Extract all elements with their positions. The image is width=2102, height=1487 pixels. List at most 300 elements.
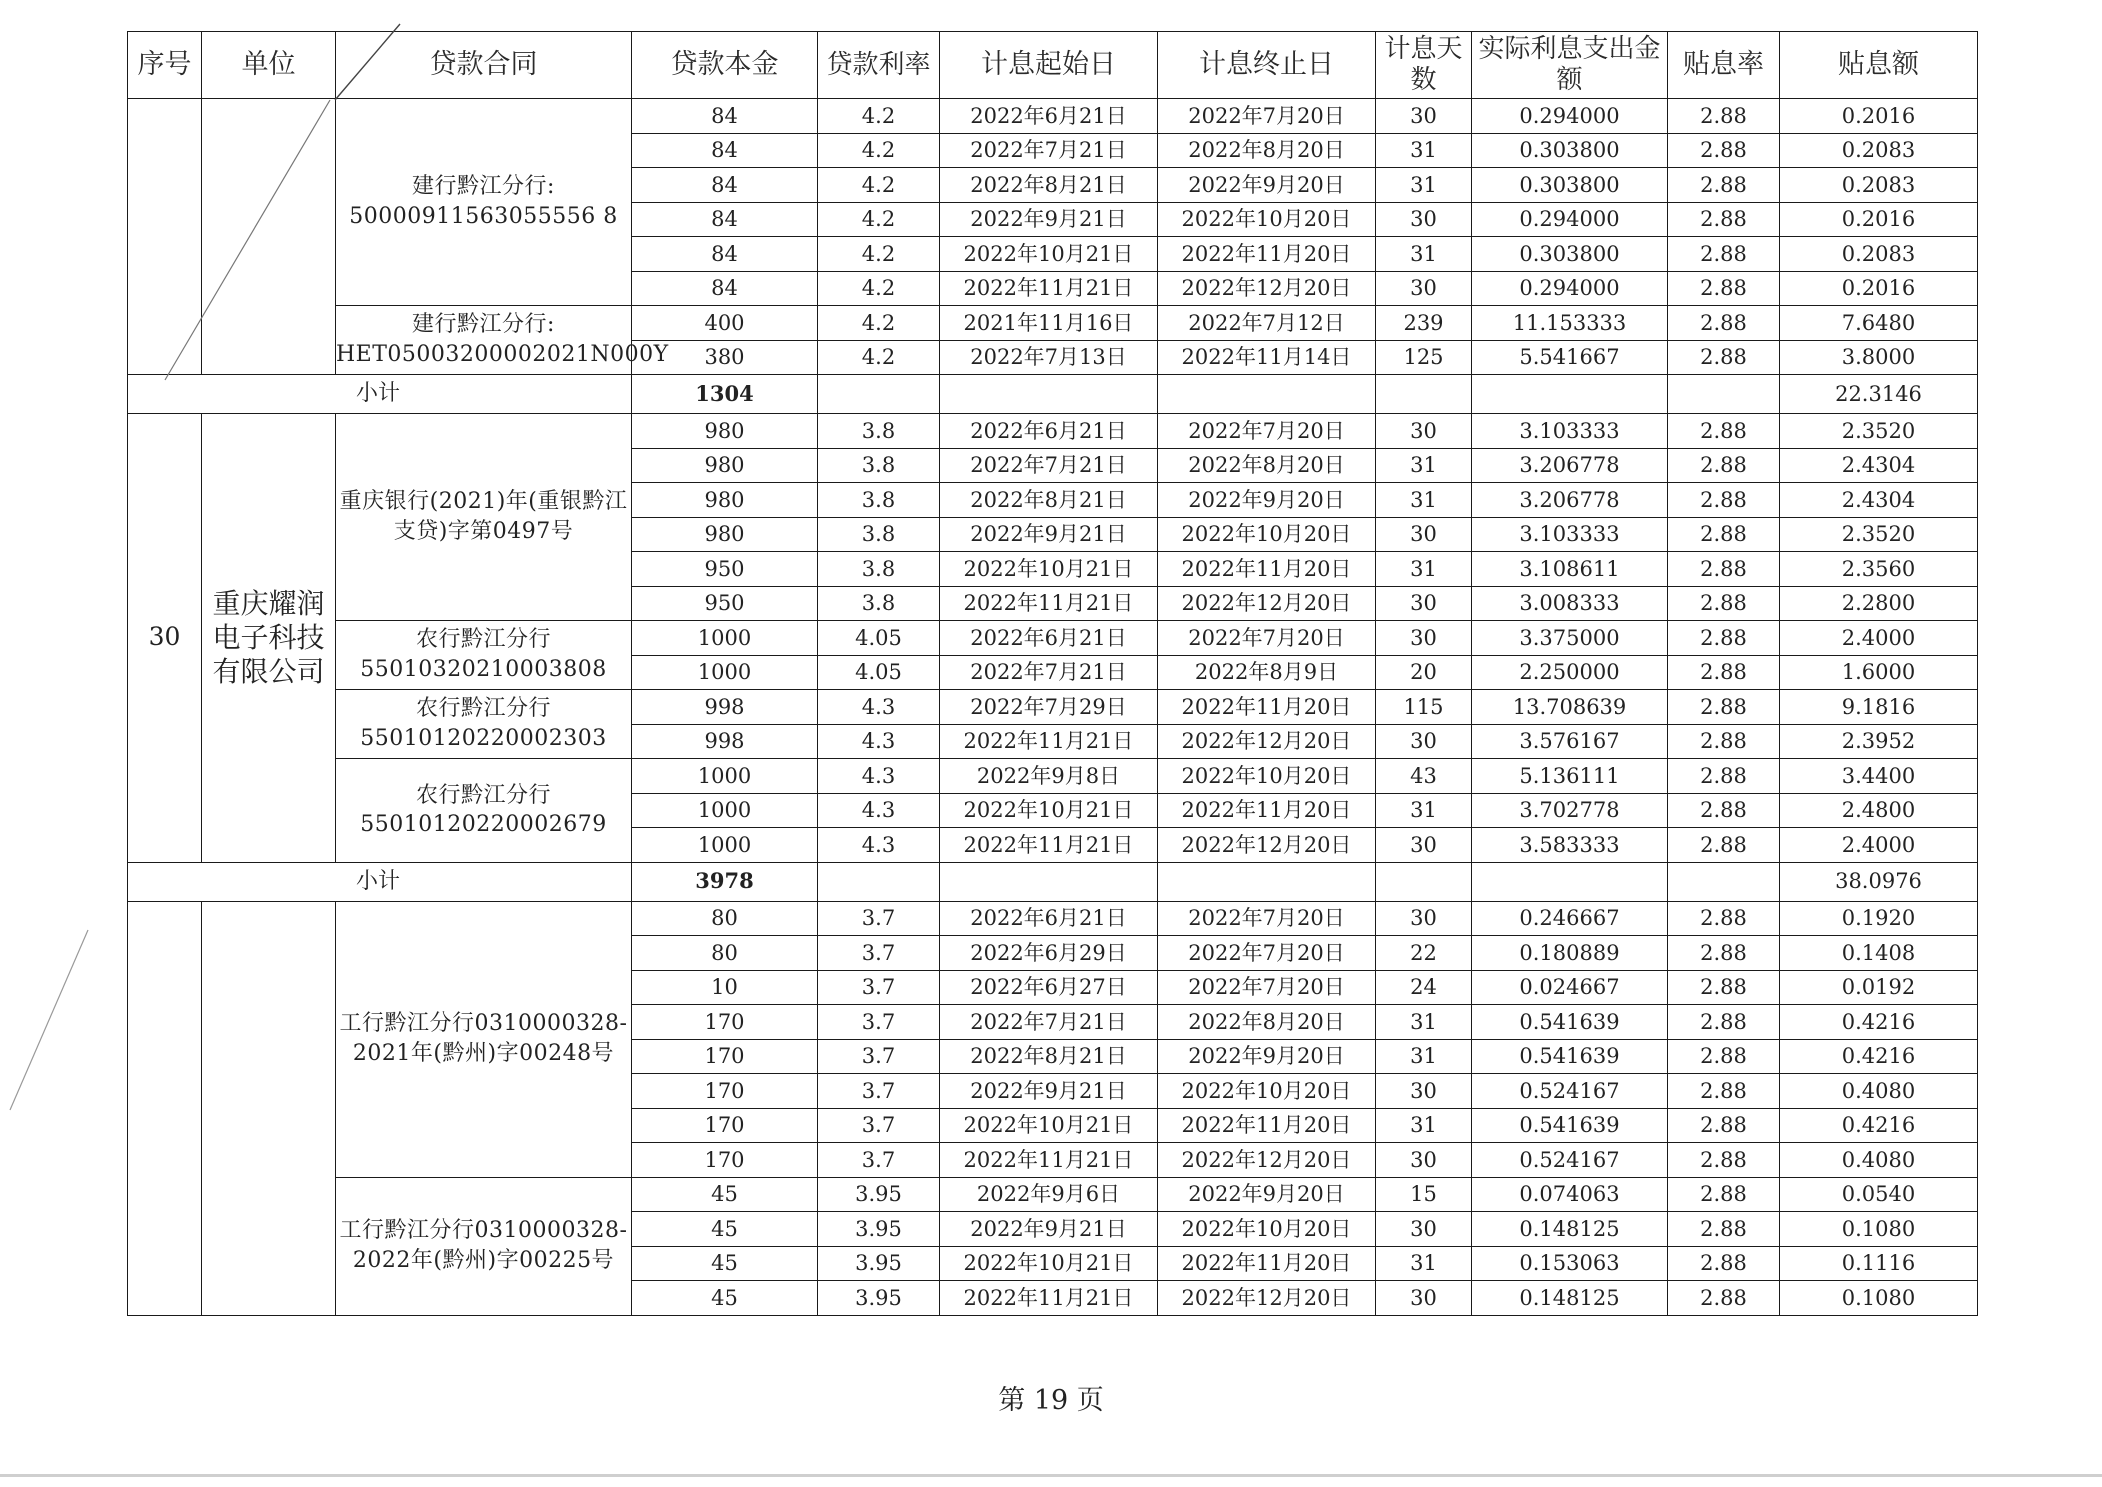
- cell-principal: 400: [632, 306, 818, 341]
- cell-end-date: 2022年7月20日: [1158, 970, 1376, 1005]
- loan-subsidy-table: [127, 31, 1978, 1316]
- subtotal-empty-cell: [1668, 862, 1780, 901]
- cell-end-date: 2022年11月20日: [1158, 237, 1376, 272]
- cell-end-date: 2022年11月20日: [1158, 552, 1376, 587]
- cell-end-date: 2022年7月20日: [1158, 414, 1376, 449]
- cell-subsidy-rate: 2.88: [1668, 414, 1780, 449]
- cell-start-date: 2022年6月21日: [940, 901, 1158, 936]
- cell-subsidy-rate: 2.88: [1668, 483, 1780, 518]
- cell-principal: 84: [632, 99, 818, 134]
- cell-days: 30: [1376, 1143, 1472, 1178]
- cell-days: 22: [1376, 936, 1472, 971]
- cell-days: 30: [1376, 1074, 1472, 1109]
- cell-subsidy: 1.6000: [1780, 655, 1978, 690]
- contract-cell: 建行黔江分行: 50000911563055556 8: [336, 99, 632, 306]
- contract-cell: 重庆银行(2021)年(重银黔江支贷)字第0497号: [336, 414, 632, 621]
- page-number: 第 19 页: [998, 1385, 1104, 1416]
- cell-subsidy-rate: 2.88: [1668, 936, 1780, 971]
- cell-start-date: 2022年6月21日: [940, 414, 1158, 449]
- cell-subsidy: 9.1816: [1780, 690, 1978, 725]
- cell-subsidy: 0.4080: [1780, 1143, 1978, 1178]
- unit-cell: [202, 99, 336, 375]
- cell-days: 24: [1376, 970, 1472, 1005]
- seq-cell: [128, 99, 202, 375]
- cell-principal: 84: [632, 133, 818, 168]
- cell-subsidy: 2.3520: [1780, 414, 1978, 449]
- cell-start-date: 2022年11月21日: [940, 1143, 1158, 1178]
- cell-start-date: 2022年11月21日: [940, 271, 1158, 306]
- cell-days: 31: [1376, 1039, 1472, 1074]
- cell-subsidy: 2.4304: [1780, 448, 1978, 483]
- cell-subsidy-rate: 2.88: [1668, 133, 1780, 168]
- cell-subsidy: 0.4216: [1780, 1039, 1978, 1074]
- cell-rate: 4.2: [818, 237, 940, 272]
- cell-rate: 4.2: [818, 271, 940, 306]
- cell-principal: 80: [632, 936, 818, 971]
- cell-interest: 0.246667: [1472, 901, 1668, 936]
- cell-end-date: 2022年12月20日: [1158, 1281, 1376, 1316]
- cell-interest: 5.541667: [1472, 340, 1668, 375]
- subtotal-label: 小计: [128, 375, 632, 414]
- cell-interest: 0.524167: [1472, 1074, 1668, 1109]
- cell-end-date: 2022年11月20日: [1158, 1246, 1376, 1281]
- cell-end-date: 2022年10月20日: [1158, 1074, 1376, 1109]
- cell-interest: 0.541639: [1472, 1005, 1668, 1040]
- cell-days: 31: [1376, 1246, 1472, 1281]
- cell-rate: 4.2: [818, 202, 940, 237]
- cell-subsidy: 0.4216: [1780, 1005, 1978, 1040]
- header-principal: 贷款本金: [632, 32, 818, 99]
- cell-principal: 1000: [632, 828, 818, 863]
- cell-subsidy-rate: 2.88: [1668, 168, 1780, 203]
- cell-principal: 950: [632, 586, 818, 621]
- cell-days: 30: [1376, 202, 1472, 237]
- cell-principal: 1000: [632, 621, 818, 656]
- cell-subsidy-rate: 2.88: [1668, 237, 1780, 272]
- cell-subsidy-rate: 2.88: [1668, 306, 1780, 341]
- cell-rate: 3.95: [818, 1177, 940, 1212]
- header-subsidy-rate: 贴息率: [1668, 32, 1780, 99]
- cell-end-date: 2022年10月20日: [1158, 759, 1376, 794]
- cell-rate: 3.8: [818, 448, 940, 483]
- cell-principal: 1000: [632, 759, 818, 794]
- cell-interest: 13.708639: [1472, 690, 1668, 725]
- cell-principal: 84: [632, 168, 818, 203]
- cell-interest: 3.375000: [1472, 621, 1668, 656]
- cell-days: 31: [1376, 1005, 1472, 1040]
- cell-principal: 84: [632, 271, 818, 306]
- subtotal-empty-cell: [940, 862, 1158, 901]
- contract-cell: 农行黔江分行 55010120220002303: [336, 690, 632, 759]
- cell-end-date: 2022年7月20日: [1158, 936, 1376, 971]
- table-row: [128, 99, 1978, 134]
- cell-start-date: 2021年11月16日: [940, 306, 1158, 341]
- cell-days: 30: [1376, 621, 1472, 656]
- cell-rate: 3.7: [818, 936, 940, 971]
- subtotal-empty-cell: [1472, 862, 1668, 901]
- cell-subsidy-rate: 2.88: [1668, 99, 1780, 134]
- cell-end-date: 2022年12月20日: [1158, 1143, 1376, 1178]
- cell-interest: 3.702778: [1472, 793, 1668, 828]
- cell-principal: 170: [632, 1039, 818, 1074]
- cell-principal: 980: [632, 517, 818, 552]
- cell-end-date: 2022年12月20日: [1158, 271, 1376, 306]
- cell-start-date: 2022年10月21日: [940, 1108, 1158, 1143]
- cell-start-date: 2022年8月21日: [940, 168, 1158, 203]
- cell-days: 30: [1376, 1281, 1472, 1316]
- cell-rate: 4.2: [818, 340, 940, 375]
- cell-days: 31: [1376, 552, 1472, 587]
- cell-rate: 4.3: [818, 793, 940, 828]
- cell-end-date: 2022年10月20日: [1158, 517, 1376, 552]
- contract-cell: 农行黔江分行 55010120220002679: [336, 759, 632, 863]
- cell-subsidy-rate: 2.88: [1668, 828, 1780, 863]
- cell-subsidy-rate: 2.88: [1668, 1143, 1780, 1178]
- cell-start-date: 2022年6月29日: [940, 936, 1158, 971]
- cell-subsidy-rate: 2.88: [1668, 690, 1780, 725]
- cell-interest: 0.153063: [1472, 1246, 1668, 1281]
- cell-principal: 80: [632, 901, 818, 936]
- cell-start-date: 2022年10月21日: [940, 237, 1158, 272]
- cell-start-date: 2022年6月21日: [940, 621, 1158, 656]
- cell-rate: 4.2: [818, 133, 940, 168]
- cell-start-date: 2022年7月21日: [940, 655, 1158, 690]
- cell-rate: 3.7: [818, 1039, 940, 1074]
- cell-end-date: 2022年12月20日: [1158, 828, 1376, 863]
- cell-end-date: 2022年10月20日: [1158, 202, 1376, 237]
- cell-interest: 0.294000: [1472, 99, 1668, 134]
- cell-days: 43: [1376, 759, 1472, 794]
- cell-days: 31: [1376, 793, 1472, 828]
- cell-subsidy: 2.4000: [1780, 621, 1978, 656]
- cell-subsidy-rate: 2.88: [1668, 793, 1780, 828]
- cell-start-date: 2022年10月21日: [940, 1246, 1158, 1281]
- cell-start-date: 2022年9月21日: [940, 1074, 1158, 1109]
- cell-start-date: 2022年11月21日: [940, 828, 1158, 863]
- header-start-date: 计息起始日: [940, 32, 1158, 99]
- cell-subsidy-rate: 2.88: [1668, 759, 1780, 794]
- cell-subsidy: 2.3520: [1780, 517, 1978, 552]
- cell-start-date: 2022年7月21日: [940, 1005, 1158, 1040]
- cell-interest: 0.180889: [1472, 936, 1668, 971]
- cell-subsidy: 2.4800: [1780, 793, 1978, 828]
- cell-start-date: 2022年9月6日: [940, 1177, 1158, 1212]
- cell-interest: 5.136111: [1472, 759, 1668, 794]
- cell-subsidy: 0.2016: [1780, 99, 1978, 134]
- cell-end-date: 2022年8月20日: [1158, 133, 1376, 168]
- cell-interest: 3.008333: [1472, 586, 1668, 621]
- table-row: [128, 414, 1978, 449]
- cell-subsidy: 0.2083: [1780, 133, 1978, 168]
- cell-subsidy-rate: 2.88: [1668, 1246, 1780, 1281]
- cell-subsidy-rate: 2.88: [1668, 340, 1780, 375]
- cell-interest: 3.103333: [1472, 414, 1668, 449]
- cell-interest: 3.206778: [1472, 448, 1668, 483]
- cell-rate: 3.8: [818, 517, 940, 552]
- cell-days: 30: [1376, 586, 1472, 621]
- cell-days: 31: [1376, 237, 1472, 272]
- subtotal-row: [128, 862, 1978, 901]
- cell-rate: 3.7: [818, 1005, 940, 1040]
- cell-subsidy-rate: 2.88: [1668, 586, 1780, 621]
- cell-rate: 4.3: [818, 828, 940, 863]
- cell-principal: 84: [632, 202, 818, 237]
- cell-interest: 3.206778: [1472, 483, 1668, 518]
- cell-subsidy: 0.0192: [1780, 970, 1978, 1005]
- cell-subsidy: 0.1080: [1780, 1281, 1978, 1316]
- cell-subsidy-rate: 2.88: [1668, 271, 1780, 306]
- table-body: [128, 99, 1978, 1316]
- cell-end-date: 2022年8月20日: [1158, 448, 1376, 483]
- cell-end-date: 2022年11月20日: [1158, 1108, 1376, 1143]
- cell-start-date: 2022年11月21日: [940, 1281, 1158, 1316]
- cell-days: 30: [1376, 414, 1472, 449]
- cell-end-date: 2022年7月20日: [1158, 901, 1376, 936]
- cell-interest: 0.303800: [1472, 133, 1668, 168]
- cell-end-date: 2022年10月20日: [1158, 1212, 1376, 1247]
- table-row: [128, 306, 1978, 341]
- cell-days: 31: [1376, 133, 1472, 168]
- cell-start-date: 2022年8月21日: [940, 1039, 1158, 1074]
- cell-days: 115: [1376, 690, 1472, 725]
- cell-subsidy-rate: 2.88: [1668, 1005, 1780, 1040]
- cell-end-date: 2022年9月20日: [1158, 1177, 1376, 1212]
- subtotal-empty-cell: [1376, 375, 1472, 414]
- subtotal-subsidy: 38.0976: [1780, 862, 1978, 901]
- cell-days: 15: [1376, 1177, 1472, 1212]
- header-unit: 单位: [202, 32, 336, 99]
- cell-principal: 45: [632, 1246, 818, 1281]
- cell-end-date: 2022年9月20日: [1158, 168, 1376, 203]
- cell-subsidy: 2.3952: [1780, 724, 1978, 759]
- cell-subsidy: 7.6480: [1780, 306, 1978, 341]
- cell-principal: 10: [632, 970, 818, 1005]
- cell-subsidy-rate: 2.88: [1668, 1108, 1780, 1143]
- header-rate: 贷款利率: [818, 32, 940, 99]
- cell-end-date: 2022年7月12日: [1158, 306, 1376, 341]
- contract-cell: 建行黔江分行: HET05003200002021N000Y: [336, 306, 632, 375]
- cell-interest: 0.294000: [1472, 271, 1668, 306]
- cell-interest: 0.148125: [1472, 1281, 1668, 1316]
- cell-subsidy: 2.4000: [1780, 828, 1978, 863]
- subtotal-empty-cell: [818, 375, 940, 414]
- cell-principal: 950: [632, 552, 818, 587]
- cell-principal: 170: [632, 1005, 818, 1040]
- cell-end-date: 2022年8月9日: [1158, 655, 1376, 690]
- cell-subsidy-rate: 2.88: [1668, 448, 1780, 483]
- cell-subsidy: 0.2083: [1780, 168, 1978, 203]
- cell-start-date: 2022年7月21日: [940, 448, 1158, 483]
- cell-subsidy-rate: 2.88: [1668, 1039, 1780, 1074]
- cell-interest: 0.148125: [1472, 1212, 1668, 1247]
- cell-interest: 0.024667: [1472, 970, 1668, 1005]
- cell-interest: 2.250000: [1472, 655, 1668, 690]
- table-row: [128, 1177, 1978, 1212]
- cell-principal: 980: [632, 483, 818, 518]
- cell-days: 30: [1376, 1212, 1472, 1247]
- cell-principal: 1000: [632, 655, 818, 690]
- cell-days: 239: [1376, 306, 1472, 341]
- cell-principal: 170: [632, 1074, 818, 1109]
- subtotal-row: [128, 375, 1978, 414]
- header-end-date: 计息终止日: [1158, 32, 1376, 99]
- cell-subsidy: 0.2083: [1780, 237, 1978, 272]
- cell-days: 31: [1376, 448, 1472, 483]
- cell-days: 30: [1376, 828, 1472, 863]
- cell-rate: 3.7: [818, 1074, 940, 1109]
- cell-days: 31: [1376, 1108, 1472, 1143]
- cell-subsidy: 0.1408: [1780, 936, 1978, 971]
- cell-subsidy: 0.1116: [1780, 1246, 1978, 1281]
- cell-subsidy: 0.2016: [1780, 202, 1978, 237]
- cell-start-date: 2022年7月13日: [940, 340, 1158, 375]
- cell-end-date: 2022年12月20日: [1158, 724, 1376, 759]
- cell-interest: 0.303800: [1472, 237, 1668, 272]
- cell-rate: 4.05: [818, 655, 940, 690]
- header-subsidy: 贴息额: [1780, 32, 1978, 99]
- table-row: [128, 901, 1978, 936]
- table-header: [128, 32, 1978, 99]
- cell-rate: 3.7: [818, 1143, 940, 1178]
- cell-days: 31: [1376, 168, 1472, 203]
- cell-subsidy-rate: 2.88: [1668, 552, 1780, 587]
- cell-subsidy: 0.1080: [1780, 1212, 1978, 1247]
- contract-cell: 工行黔江分行0310000328-2021年(黔州)字00248号: [336, 901, 632, 1177]
- cell-rate: 3.95: [818, 1246, 940, 1281]
- cell-interest: 3.103333: [1472, 517, 1668, 552]
- cell-rate: 4.3: [818, 759, 940, 794]
- cell-subsidy: 3.4400: [1780, 759, 1978, 794]
- cell-interest: 0.541639: [1472, 1039, 1668, 1074]
- cell-days: 30: [1376, 99, 1472, 134]
- subtotal-empty-cell: [1376, 862, 1472, 901]
- cell-end-date: 2022年12月20日: [1158, 586, 1376, 621]
- cell-rate: 3.95: [818, 1212, 940, 1247]
- cell-start-date: 2022年9月21日: [940, 1212, 1158, 1247]
- cell-principal: 170: [632, 1108, 818, 1143]
- cell-rate: 3.95: [818, 1281, 940, 1316]
- cell-end-date: 2022年9月20日: [1158, 483, 1376, 518]
- cell-end-date: 2022年11月14日: [1158, 340, 1376, 375]
- cell-subsidy-rate: 2.88: [1668, 202, 1780, 237]
- cell-subsidy-rate: 2.88: [1668, 970, 1780, 1005]
- unit-cell: 重庆耀润电子科技有限公司: [202, 414, 336, 863]
- cell-rate: 4.2: [818, 168, 940, 203]
- cell-rate: 3.7: [818, 901, 940, 936]
- table-row: [128, 690, 1978, 725]
- cell-subsidy-rate: 2.88: [1668, 724, 1780, 759]
- cell-start-date: 2022年7月21日: [940, 133, 1158, 168]
- header-contract: 贷款合同: [336, 32, 632, 99]
- cell-start-date: 2022年9月8日: [940, 759, 1158, 794]
- cell-rate: 4.2: [818, 99, 940, 134]
- cell-rate: 3.7: [818, 970, 940, 1005]
- cell-interest: 3.576167: [1472, 724, 1668, 759]
- cell-principal: 380: [632, 340, 818, 375]
- cell-start-date: 2022年9月21日: [940, 202, 1158, 237]
- cell-subsidy-rate: 2.88: [1668, 517, 1780, 552]
- cell-start-date: 2022年6月21日: [940, 99, 1158, 134]
- cell-days: 31: [1376, 483, 1472, 518]
- cell-start-date: 2022年11月21日: [940, 586, 1158, 621]
- cell-days: 30: [1376, 271, 1472, 306]
- cell-principal: 170: [632, 1143, 818, 1178]
- scan-edge-line: [0, 1474, 2102, 1477]
- cell-principal: 980: [632, 448, 818, 483]
- cell-interest: 0.541639: [1472, 1108, 1668, 1143]
- cell-subsidy-rate: 2.88: [1668, 1212, 1780, 1247]
- cell-interest: 0.074063: [1472, 1177, 1668, 1212]
- cell-subsidy: 0.4080: [1780, 1074, 1978, 1109]
- cell-rate: 3.8: [818, 483, 940, 518]
- header-days: 计息天数: [1376, 32, 1472, 99]
- cell-rate: 4.3: [818, 724, 940, 759]
- cell-start-date: 2022年10月21日: [940, 793, 1158, 828]
- table-row: [128, 621, 1978, 656]
- cell-principal: 980: [632, 414, 818, 449]
- cell-interest: 0.294000: [1472, 202, 1668, 237]
- cell-end-date: 2022年9月20日: [1158, 1039, 1376, 1074]
- header-seq: 序号: [128, 32, 202, 99]
- table-row: [128, 759, 1978, 794]
- unit-cell: [202, 901, 336, 1315]
- cell-days: 125: [1376, 340, 1472, 375]
- cell-rate: 3.8: [818, 586, 940, 621]
- cell-subsidy: 0.1920: [1780, 901, 1978, 936]
- cell-interest: 0.303800: [1472, 168, 1668, 203]
- contract-cell: 农行黔江分行 55010320210003808: [336, 621, 632, 690]
- cell-start-date: 2022年7月29日: [940, 690, 1158, 725]
- cell-subsidy-rate: 2.88: [1668, 621, 1780, 656]
- cell-days: 30: [1376, 517, 1472, 552]
- cell-subsidy-rate: 2.88: [1668, 1177, 1780, 1212]
- cell-principal: 998: [632, 690, 818, 725]
- cell-start-date: 2022年11月21日: [940, 724, 1158, 759]
- cell-principal: 45: [632, 1212, 818, 1247]
- subtotal-empty-cell: [1158, 862, 1376, 901]
- subtotal-empty-cell: [940, 375, 1158, 414]
- contract-cell: 工行黔江分行0310000328-2022年(黔州)字00225号: [336, 1177, 632, 1315]
- cell-subsidy-rate: 2.88: [1668, 655, 1780, 690]
- subtotal-empty-cell: [1472, 375, 1668, 414]
- cell-start-date: 2022年9月21日: [940, 517, 1158, 552]
- cell-days: 30: [1376, 901, 1472, 936]
- cell-subsidy: 0.2016: [1780, 271, 1978, 306]
- cell-end-date: 2022年11月20日: [1158, 793, 1376, 828]
- subtotal-label: 小计: [128, 862, 632, 901]
- cell-start-date: 2022年8月21日: [940, 483, 1158, 518]
- cell-subsidy: 3.8000: [1780, 340, 1978, 375]
- cell-rate: 3.7: [818, 1108, 940, 1143]
- cell-subsidy-rate: 2.88: [1668, 901, 1780, 936]
- cell-subsidy: 0.4216: [1780, 1108, 1978, 1143]
- subtotal-principal: 3978: [632, 862, 818, 901]
- cell-end-date: 2022年7月20日: [1158, 99, 1376, 134]
- cell-interest: 0.524167: [1472, 1143, 1668, 1178]
- cell-subsidy: 2.2800: [1780, 586, 1978, 621]
- cell-rate: 4.05: [818, 621, 940, 656]
- cell-days: 30: [1376, 724, 1472, 759]
- cell-interest: 11.153333: [1472, 306, 1668, 341]
- subtotal-empty-cell: [818, 862, 940, 901]
- cell-start-date: 2022年6月27日: [940, 970, 1158, 1005]
- cell-principal: 84: [632, 237, 818, 272]
- cell-principal: 45: [632, 1177, 818, 1212]
- header-interest: 实际利息支出金额: [1472, 32, 1668, 99]
- subtotal-empty-cell: [1668, 375, 1780, 414]
- cell-principal: 1000: [632, 793, 818, 828]
- cell-end-date: 2022年7月20日: [1158, 621, 1376, 656]
